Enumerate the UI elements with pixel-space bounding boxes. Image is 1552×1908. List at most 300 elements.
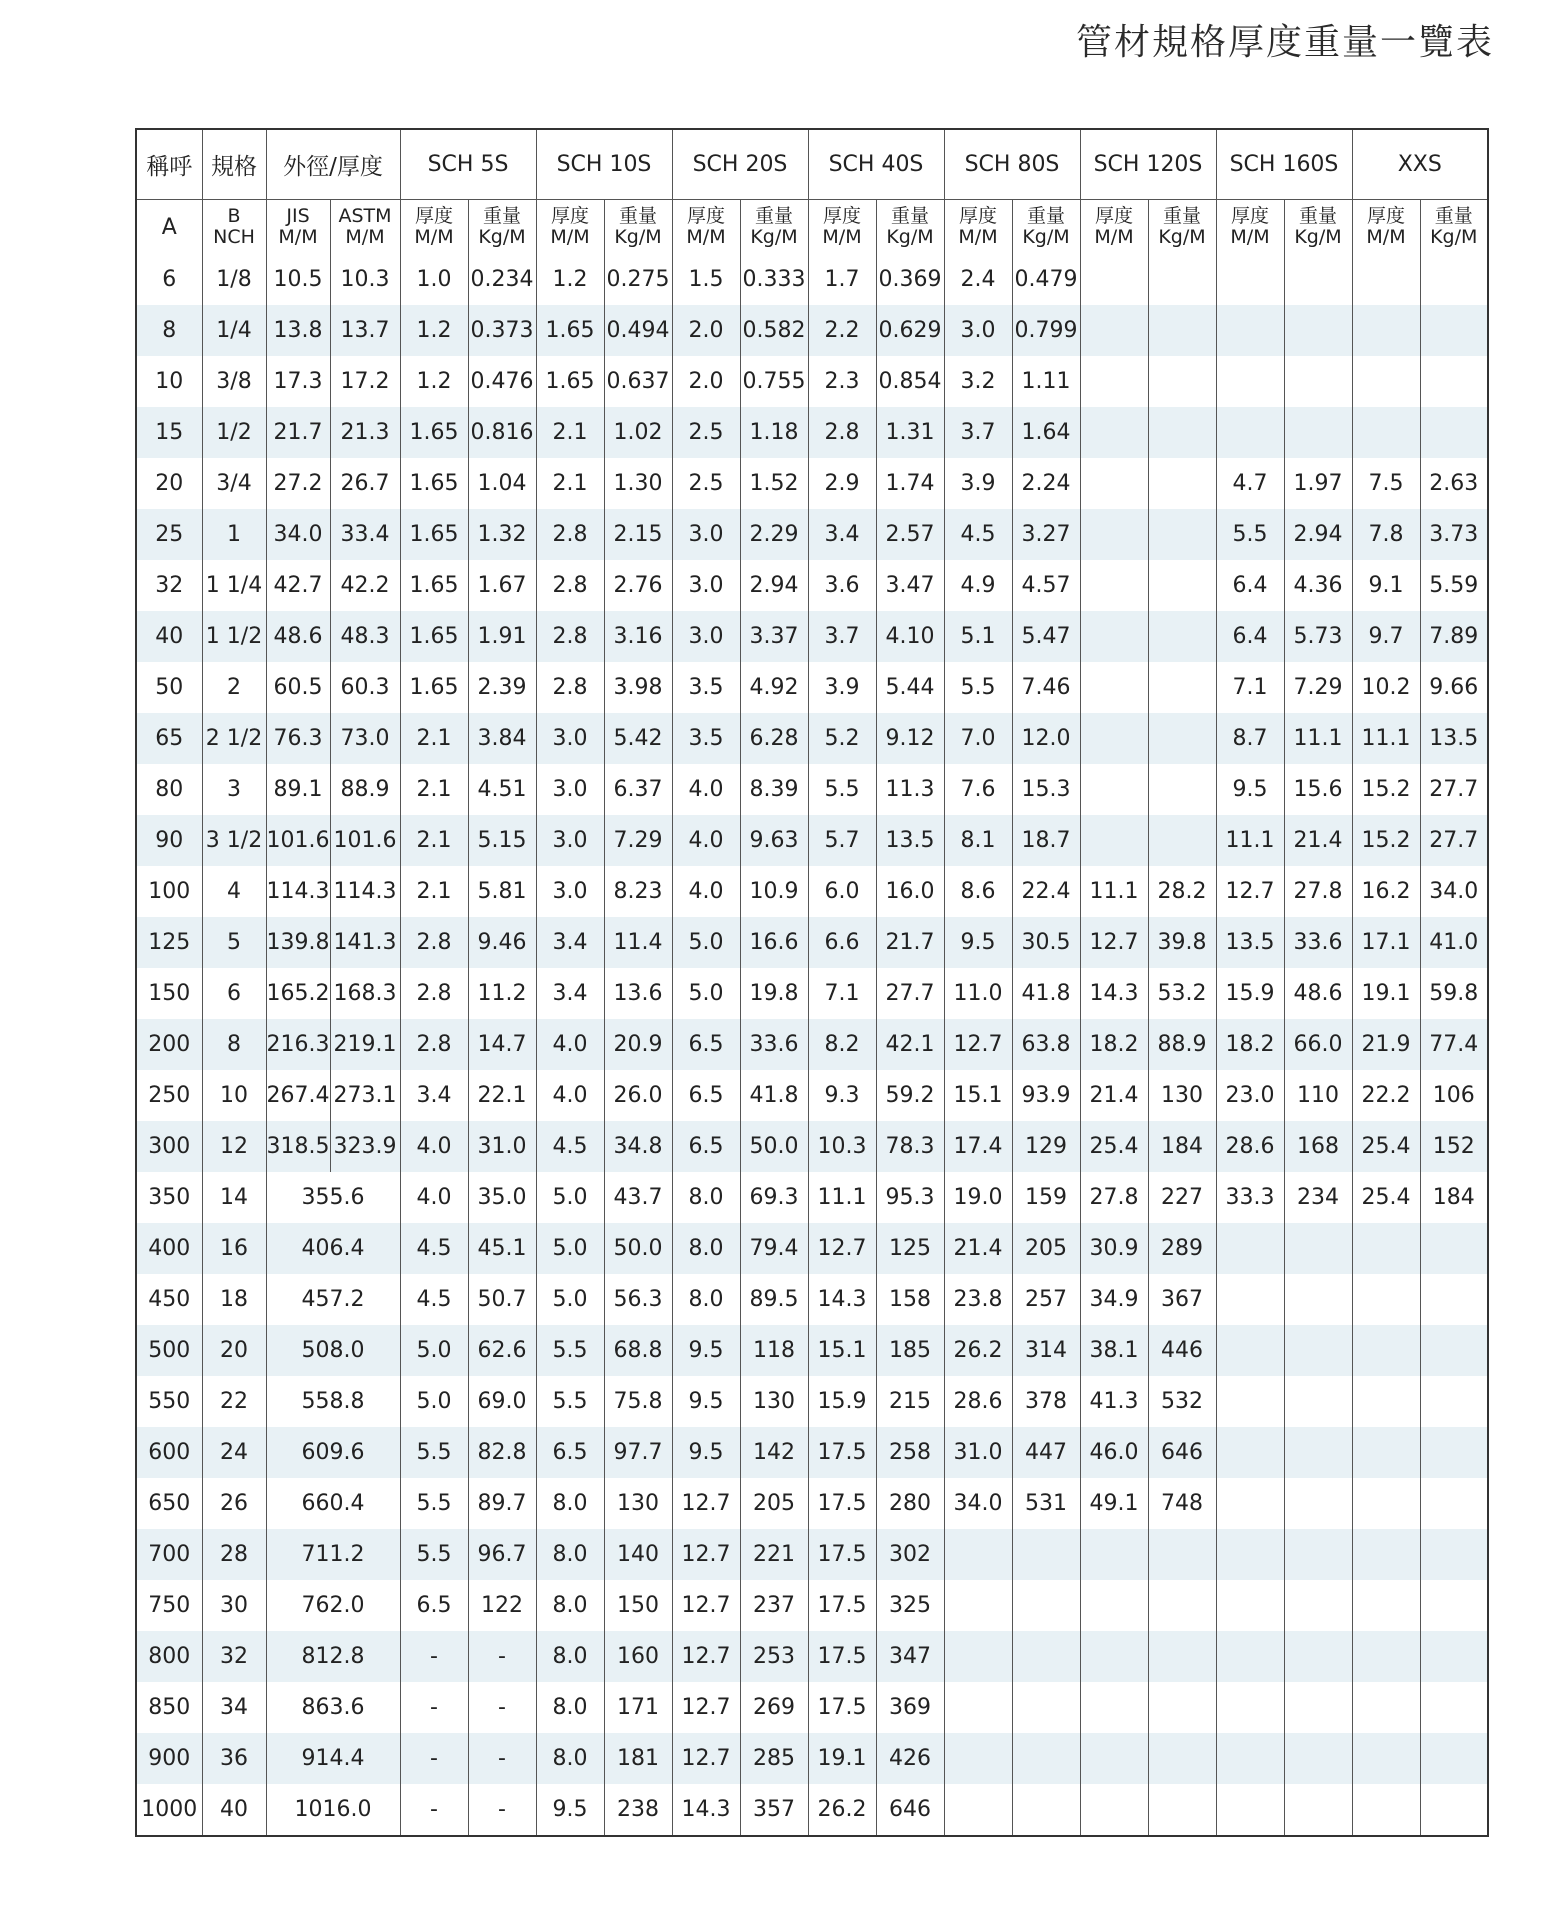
cell-weight: 6.28: [740, 713, 808, 764]
cell-weight: [1148, 764, 1216, 815]
header-sch-120s: SCH 120S: [1080, 129, 1216, 200]
cell-thickness: 25.4: [1352, 1121, 1420, 1172]
cell-thickness: 3.0: [672, 611, 740, 662]
cell-thickness: 4.0: [672, 764, 740, 815]
cell-outer-diameter: 812.8: [266, 1631, 400, 1682]
cell-weight: 3.16: [604, 611, 672, 662]
cell-weight: [1148, 305, 1216, 356]
cell-nominal-a: 25: [136, 509, 202, 560]
cell-spec-b: 4: [202, 866, 266, 917]
cell-weight: 168: [1284, 1121, 1352, 1172]
cell-nominal-a: 10: [136, 356, 202, 407]
cell-thickness: 17.1: [1352, 917, 1420, 968]
cell-weight: 19.8: [740, 968, 808, 1019]
cell-weight: 8.23: [604, 866, 672, 917]
cell-thickness: 41.3: [1080, 1376, 1148, 1427]
cell-thickness: 5.5: [536, 1325, 604, 1376]
cell-weight: 5.73: [1284, 611, 1352, 662]
cell-weight: 41.0: [1420, 917, 1488, 968]
cell-weight: [1420, 1682, 1488, 1733]
cell-weight: [1284, 1376, 1352, 1427]
table-row: [136, 254, 1488, 305]
cell-weight: 50.0: [604, 1223, 672, 1274]
cell-weight: 152: [1420, 1121, 1488, 1172]
cell-thickness: 17.5: [808, 1682, 876, 1733]
cell-outer-diameter: 1016.0: [266, 1784, 400, 1836]
subheader-thickness: 厚度 M/M: [672, 200, 740, 255]
cell-weight: 16.0: [876, 866, 944, 917]
cell-thickness: 12.7: [672, 1529, 740, 1580]
cell-thickness: 18.2: [1216, 1019, 1284, 1070]
cell-astm: 17.2: [330, 356, 400, 407]
table-row: [136, 1733, 1488, 1784]
cell-spec-b: 1/8: [202, 254, 266, 305]
cell-thickness: 8.7: [1216, 713, 1284, 764]
cell-weight: 4.92: [740, 662, 808, 713]
cell-weight: 69.0: [468, 1376, 536, 1427]
cell-weight: [1284, 1733, 1352, 1784]
cell-weight: 11.4: [604, 917, 672, 968]
cell-thickness: 2.8: [536, 560, 604, 611]
cell-weight: 35.0: [468, 1172, 536, 1223]
cell-weight: 3.73: [1420, 509, 1488, 560]
cell-weight: [1420, 356, 1488, 407]
table-row: [136, 1427, 1488, 1478]
cell-weight: 347: [876, 1631, 944, 1682]
cell-nominal-a: 700: [136, 1529, 202, 1580]
cell-weight: [1420, 1580, 1488, 1631]
subheader-thickness: 厚度 M/M: [400, 200, 468, 255]
cell-thickness: 12.7: [808, 1223, 876, 1274]
cell-thickness: 2.1: [536, 407, 604, 458]
cell-thickness: [1352, 1529, 1420, 1580]
cell-weight: 238: [604, 1784, 672, 1836]
header-sch-10s: SCH 10S: [536, 129, 672, 200]
page-title: 管材規格厚度重量一覽表: [1075, 22, 1494, 63]
cell-weight: 2.39: [468, 662, 536, 713]
cell-thickness: 5.0: [536, 1223, 604, 1274]
cell-weight: 2.57: [876, 509, 944, 560]
cell-nominal-a: 40: [136, 611, 202, 662]
cell-nominal-a: 65: [136, 713, 202, 764]
cell-thickness: 3.0: [672, 560, 740, 611]
cell-thickness: 17.5: [808, 1529, 876, 1580]
cell-weight: 33.6: [1284, 917, 1352, 968]
cell-weight: 3.84: [468, 713, 536, 764]
header-od-thickness: 外徑/厚度: [266, 129, 400, 200]
cell-nominal-a: 32: [136, 560, 202, 611]
table-row: [136, 764, 1488, 815]
cell-weight: 106: [1420, 1070, 1488, 1121]
cell-thickness: 2.0: [672, 305, 740, 356]
cell-thickness: [1080, 1733, 1148, 1784]
cell-thickness: 3.0: [536, 713, 604, 764]
cell-weight: 10.9: [740, 866, 808, 917]
cell-jis: 17.3: [266, 356, 330, 407]
table-row: [136, 968, 1488, 1019]
cell-weight: [1148, 458, 1216, 509]
cell-outer-diameter: 457.2: [266, 1274, 400, 1325]
cell-weight: 11.1: [1284, 713, 1352, 764]
cell-thickness: 34.0: [944, 1478, 1012, 1529]
cell-weight: [1148, 1784, 1216, 1836]
cell-weight: 205: [740, 1478, 808, 1529]
cell-astm: 114.3: [330, 866, 400, 917]
cell-spec-b: 18: [202, 1274, 266, 1325]
cell-weight: [1148, 1529, 1216, 1580]
cell-spec-b: 12: [202, 1121, 266, 1172]
cell-weight: [1012, 1529, 1080, 1580]
cell-weight: 45.1: [468, 1223, 536, 1274]
cell-nominal-a: 800: [136, 1631, 202, 1682]
cell-weight: 63.8: [1012, 1019, 1080, 1070]
cell-thickness: 4.0: [672, 866, 740, 917]
cell-weight: [1420, 1529, 1488, 1580]
cell-weight: 269: [740, 1682, 808, 1733]
cell-thickness: 49.1: [1080, 1478, 1148, 1529]
cell-thickness: [1080, 662, 1148, 713]
cell-weight: 426: [876, 1733, 944, 1784]
cell-weight: 0.333: [740, 254, 808, 305]
cell-thickness: 7.1: [808, 968, 876, 1019]
cell-thickness: [1080, 713, 1148, 764]
cell-astm: 273.1: [330, 1070, 400, 1121]
cell-thickness: [1216, 1580, 1284, 1631]
header-sch-20s: SCH 20S: [672, 129, 808, 200]
cell-spec-b: 40: [202, 1784, 266, 1836]
cell-thickness: 4.5: [536, 1121, 604, 1172]
cell-spec-b: 5: [202, 917, 266, 968]
cell-thickness: 9.7: [1352, 611, 1420, 662]
header-sch-5s: SCH 5S: [400, 129, 536, 200]
cell-nominal-a: 125: [136, 917, 202, 968]
cell-weight: [1420, 1478, 1488, 1529]
cell-weight: 5.47: [1012, 611, 1080, 662]
cell-weight: 184: [1148, 1121, 1216, 1172]
cell-thickness: 5.2: [808, 713, 876, 764]
cell-thickness: 9.5: [1216, 764, 1284, 815]
cell-thickness: 1.65: [400, 611, 468, 662]
cell-weight: 27.7: [1420, 764, 1488, 815]
cell-astm: 60.3: [330, 662, 400, 713]
cell-thickness: 4.0: [400, 1172, 468, 1223]
cell-weight: [1284, 305, 1352, 356]
table-row: [136, 866, 1488, 917]
cell-weight: [1148, 254, 1216, 305]
cell-weight: 77.4: [1420, 1019, 1488, 1070]
header-sch-160s: SCH 160S: [1216, 129, 1352, 200]
cell-thickness: 1.65: [536, 356, 604, 407]
cell-thickness: 9.5: [672, 1376, 740, 1427]
cell-thickness: 3.7: [808, 611, 876, 662]
table-row: [136, 1325, 1488, 1376]
cell-weight: 280: [876, 1478, 944, 1529]
cell-thickness: 2.8: [400, 917, 468, 968]
cell-thickness: [1216, 1376, 1284, 1427]
cell-thickness: 5.5: [400, 1478, 468, 1529]
cell-weight: 531: [1012, 1478, 1080, 1529]
pipe-spec-table: [135, 128, 1489, 1837]
cell-weight: [1420, 1784, 1488, 1836]
cell-thickness: 1.5: [672, 254, 740, 305]
cell-thickness: 9.5: [944, 917, 1012, 968]
cell-thickness: [1216, 356, 1284, 407]
cell-weight: 43.7: [604, 1172, 672, 1223]
cell-jis: 13.8: [266, 305, 330, 356]
cell-weight: 97.7: [604, 1427, 672, 1478]
cell-thickness: 3.4: [536, 917, 604, 968]
cell-thickness: 2.1: [400, 764, 468, 815]
cell-weight: 9.63: [740, 815, 808, 866]
cell-weight: 285: [740, 1733, 808, 1784]
cell-weight: 357: [740, 1784, 808, 1836]
cell-thickness: 26.2: [944, 1325, 1012, 1376]
cell-thickness: 17.5: [808, 1478, 876, 1529]
cell-thickness: [1216, 305, 1284, 356]
cell-weight: [1284, 1784, 1352, 1836]
cell-thickness: [1352, 1223, 1420, 1274]
cell-weight: 68.8: [604, 1325, 672, 1376]
cell-weight: 257: [1012, 1274, 1080, 1325]
cell-weight: 1.52: [740, 458, 808, 509]
cell-thickness: 5.5: [400, 1529, 468, 1580]
cell-weight: 1.02: [604, 407, 672, 458]
cell-weight: 56.3: [604, 1274, 672, 1325]
cell-weight: 28.2: [1148, 866, 1216, 917]
cell-thickness: 5.0: [400, 1376, 468, 1427]
cell-nominal-a: 300: [136, 1121, 202, 1172]
cell-thickness: 6.5: [400, 1580, 468, 1631]
cell-thickness: 7.6: [944, 764, 1012, 815]
cell-thickness: [1216, 1325, 1284, 1376]
cell-thickness: 6.0: [808, 866, 876, 917]
cell-thickness: 3.0: [944, 305, 1012, 356]
cell-thickness: 8.0: [536, 1529, 604, 1580]
cell-thickness: [1352, 1325, 1420, 1376]
cell-weight: 9.46: [468, 917, 536, 968]
cell-thickness: 3.0: [672, 509, 740, 560]
cell-thickness: 4.0: [400, 1121, 468, 1172]
cell-weight: 95.3: [876, 1172, 944, 1223]
cell-thickness: 6.5: [672, 1070, 740, 1121]
cell-weight: 253: [740, 1631, 808, 1682]
cell-thickness: 1.65: [400, 407, 468, 458]
cell-thickness: [1080, 305, 1148, 356]
cell-weight: 1.91: [468, 611, 536, 662]
cell-weight: 13.6: [604, 968, 672, 1019]
cell-weight: 79.4: [740, 1223, 808, 1274]
cell-weight: [1420, 407, 1488, 458]
cell-weight: 13.5: [1420, 713, 1488, 764]
table-row: [136, 1019, 1488, 1070]
cell-thickness: [1352, 1580, 1420, 1631]
subheader-weight: 重量 Kg/M: [1284, 200, 1352, 255]
cell-thickness: 3.9: [808, 662, 876, 713]
cell-astm: 219.1: [330, 1019, 400, 1070]
subheader-weight: 重量 Kg/M: [604, 200, 672, 255]
cell-weight: 0.275: [604, 254, 672, 305]
cell-astm: 48.3: [330, 611, 400, 662]
cell-weight: 11.2: [468, 968, 536, 1019]
subheader-jis: JIS M/M: [266, 200, 330, 255]
cell-weight: 6.37: [604, 764, 672, 815]
cell-outer-diameter: 558.8: [266, 1376, 400, 1427]
cell-weight: [1420, 1325, 1488, 1376]
cell-weight: 0.234: [468, 254, 536, 305]
cell-thickness: 2.8: [808, 407, 876, 458]
cell-thickness: 28.6: [1216, 1121, 1284, 1172]
cell-weight: 646: [1148, 1427, 1216, 1478]
cell-weight: 748: [1148, 1478, 1216, 1529]
cell-thickness: 7.0: [944, 713, 1012, 764]
cell-thickness: 9.1: [1352, 560, 1420, 611]
cell-thickness: 3.5: [672, 662, 740, 713]
cell-nominal-a: 6: [136, 254, 202, 305]
cell-weight: -: [468, 1682, 536, 1733]
cell-weight: 27.8: [1284, 866, 1352, 917]
cell-weight: 0.854: [876, 356, 944, 407]
cell-thickness: [1080, 1631, 1148, 1682]
cell-spec-b: 22: [202, 1376, 266, 1427]
cell-thickness: 1.7: [808, 254, 876, 305]
cell-weight: [1148, 560, 1216, 611]
cell-astm: 26.7: [330, 458, 400, 509]
cell-weight: 369: [876, 1682, 944, 1733]
subheader-weight: 重量 Kg/M: [876, 200, 944, 255]
cell-thickness: 5.0: [672, 917, 740, 968]
cell-thickness: 2.8: [400, 968, 468, 1019]
cell-weight: 160: [604, 1631, 672, 1682]
cell-spec-b: 2 1/2: [202, 713, 266, 764]
cell-jis: 101.6: [266, 815, 330, 866]
cell-spec-b: 3/4: [202, 458, 266, 509]
cell-weight: [1012, 1580, 1080, 1631]
cell-weight: 110: [1284, 1070, 1352, 1121]
cell-thickness: -: [400, 1784, 468, 1836]
cell-weight: 1.30: [604, 458, 672, 509]
cell-thickness: 4.0: [536, 1019, 604, 1070]
cell-thickness: 15.2: [1352, 764, 1420, 815]
cell-weight: 69.3: [740, 1172, 808, 1223]
cell-thickness: [1352, 1733, 1420, 1784]
cell-thickness: 5.0: [536, 1172, 604, 1223]
cell-outer-diameter: 863.6: [266, 1682, 400, 1733]
cell-weight: 22.1: [468, 1070, 536, 1121]
cell-thickness: 3.5: [672, 713, 740, 764]
cell-weight: 3.98: [604, 662, 672, 713]
cell-weight: 1.32: [468, 509, 536, 560]
cell-thickness: [944, 1682, 1012, 1733]
cell-thickness: 6.5: [536, 1427, 604, 1478]
cell-weight: 2.76: [604, 560, 672, 611]
cell-thickness: 6.4: [1216, 611, 1284, 662]
cell-thickness: 3.0: [536, 815, 604, 866]
cell-weight: 30.5: [1012, 917, 1080, 968]
cell-weight: 2.24: [1012, 458, 1080, 509]
cell-weight: [1284, 1529, 1352, 1580]
cell-thickness: 2.0: [672, 356, 740, 407]
cell-weight: 0.369: [876, 254, 944, 305]
cell-weight: 7.29: [1284, 662, 1352, 713]
header-row-main: [136, 129, 1488, 200]
cell-thickness: 21.9: [1352, 1019, 1420, 1070]
cell-thickness: 14.3: [1080, 968, 1148, 1019]
cell-thickness: 6.5: [672, 1019, 740, 1070]
cell-jis: 165.2: [266, 968, 330, 1019]
cell-thickness: 33.3: [1216, 1172, 1284, 1223]
cell-spec-b: 14: [202, 1172, 266, 1223]
table-row: [136, 917, 1488, 968]
cell-thickness: 9.5: [672, 1427, 740, 1478]
cell-thickness: 12.7: [672, 1580, 740, 1631]
cell-weight: 2.94: [740, 560, 808, 611]
cell-weight: 12.0: [1012, 713, 1080, 764]
cell-thickness: 3.9: [944, 458, 1012, 509]
cell-thickness: [1216, 1733, 1284, 1784]
cell-weight: [1012, 1784, 1080, 1836]
subheader-thickness: 厚度 M/M: [808, 200, 876, 255]
cell-thickness: 21.4: [1080, 1070, 1148, 1121]
cell-thickness: 2.8: [400, 1019, 468, 1070]
cell-jis: 34.0: [266, 509, 330, 560]
cell-weight: 0.799: [1012, 305, 1080, 356]
cell-weight: [1148, 662, 1216, 713]
cell-thickness: 9.5: [672, 1325, 740, 1376]
cell-weight: 4.10: [876, 611, 944, 662]
cell-nominal-a: 15: [136, 407, 202, 458]
cell-weight: 16.6: [740, 917, 808, 968]
cell-thickness: 2.5: [672, 458, 740, 509]
cell-weight: 89.7: [468, 1478, 536, 1529]
cell-nominal-a: 750: [136, 1580, 202, 1631]
cell-weight: [1284, 1631, 1352, 1682]
cell-weight: 129: [1012, 1121, 1080, 1172]
cell-thickness: 13.5: [1216, 917, 1284, 968]
cell-weight: 237: [740, 1580, 808, 1631]
cell-weight: 221: [740, 1529, 808, 1580]
cell-thickness: [1080, 1529, 1148, 1580]
cell-jis: 10.5: [266, 254, 330, 305]
cell-weight: 142: [740, 1427, 808, 1478]
cell-thickness: [1080, 254, 1148, 305]
cell-weight: [1012, 1631, 1080, 1682]
cell-thickness: 4.0: [536, 1070, 604, 1121]
subheader-weight: 重量 Kg/M: [1148, 200, 1216, 255]
cell-weight: 2.15: [604, 509, 672, 560]
cell-thickness: 3.7: [944, 407, 1012, 458]
cell-weight: 0.494: [604, 305, 672, 356]
cell-thickness: 1.65: [536, 305, 604, 356]
cell-thickness: 25.4: [1080, 1121, 1148, 1172]
cell-weight: [1148, 1631, 1216, 1682]
cell-astm: 323.9: [330, 1121, 400, 1172]
cell-jis: 21.7: [266, 407, 330, 458]
cell-weight: 1.97: [1284, 458, 1352, 509]
cell-thickness: 7.1: [1216, 662, 1284, 713]
cell-weight: 11.3: [876, 764, 944, 815]
cell-weight: 130: [1148, 1070, 1216, 1121]
cell-thickness: 8.0: [672, 1274, 740, 1325]
cell-weight: [1148, 1733, 1216, 1784]
cell-thickness: 34.9: [1080, 1274, 1148, 1325]
cell-weight: 181: [604, 1733, 672, 1784]
cell-thickness: 8.6: [944, 866, 1012, 917]
cell-thickness: [1216, 407, 1284, 458]
table-row: [136, 1682, 1488, 1733]
cell-weight: 125: [876, 1223, 944, 1274]
cell-weight: 15.6: [1284, 764, 1352, 815]
subheader-b-nch: B NCH: [202, 200, 266, 255]
